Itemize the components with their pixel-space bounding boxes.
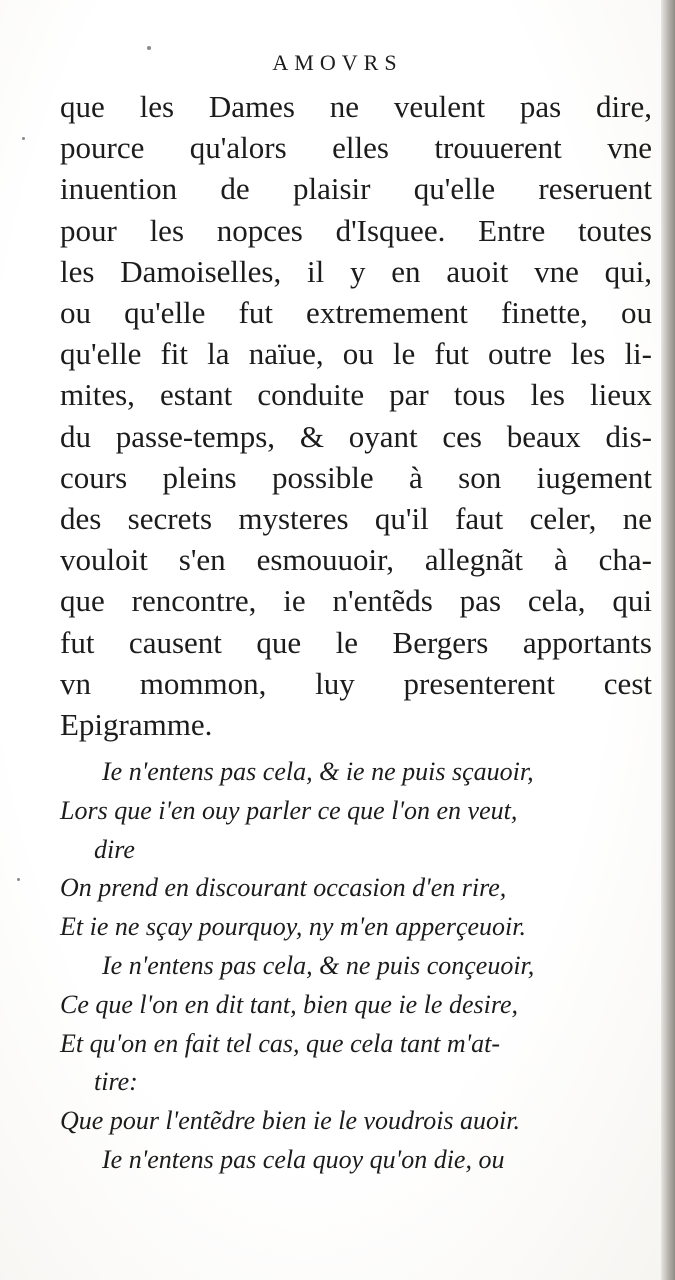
epigram-verse <box>60 753 652 1180</box>
verse-line: Et ie ne sçay pourquoy, ny m'en apperçeuoir. <box>60 912 526 942</box>
running-title: AMOVRS <box>272 50 403 75</box>
prose-line: qu'elle fit la naïue, ou le fut outre les li- <box>60 336 652 372</box>
verse-line: Ie n'entens pas cela, & ne puis conçeuoir, <box>102 950 535 980</box>
prose-line: pource qu'alors elles trouuerent vne <box>60 130 652 166</box>
prose-line: cours pleins possible à son iugement <box>60 459 652 495</box>
prose-line: vn mommon, luy presenterent cest <box>60 665 652 701</box>
verse-line: Ce que l'on en dit tant, bien que ie le desire, <box>60 989 519 1019</box>
prose-line: que rencontre, ie n'entẽds pas cela, qui <box>60 583 652 619</box>
prose-line: Epigramme. <box>60 707 213 743</box>
verse-line: On prend en discourant occasion d'en rire, <box>60 873 507 903</box>
prose-line: des secrets mysteres qu'il faut celer, ne <box>60 501 652 537</box>
prose-line: que les Dames ne veulent pas dire, <box>60 89 652 124</box>
verse-line: Lors que i'en ouy parler ce que l'on en veut, <box>60 795 518 825</box>
prose-line: fut causent que le Bergers apportants <box>60 624 652 660</box>
body-prose <box>60 86 652 745</box>
prose-line: du passe-temps, & oyant ces beaux dis- <box>60 418 652 454</box>
prose-line: inuention de plaisir qu'elle reseruent <box>60 171 652 207</box>
ink-speck <box>17 878 20 881</box>
verse-line: tire: <box>94 1067 138 1097</box>
ink-speck <box>22 137 25 140</box>
verse-line: dire <box>94 834 135 864</box>
prose-line: vouloit s'en esmouuoir, allegnãt à cha- <box>60 542 652 578</box>
page-gutter-shadow <box>661 0 675 1280</box>
prose-line: pour les nopces d'Isquee. Entre toutes <box>60 212 652 248</box>
verse-line: Ie n'entens pas cela, & ie ne puis sçauoir, <box>102 757 534 786</box>
prose-line: ou qu'elle fut extremement finette, ou <box>60 295 652 331</box>
prose-line: mites, estant conduite par tous les lieux <box>60 377 652 413</box>
prose-line: les Damoiselles, il y en auoit vne qui, <box>60 253 652 289</box>
verse-line: Ie n'entens pas cela quoy qu'on die, ou <box>102 1144 505 1174</box>
verse-line: Que pour l'entẽdre bien ie le voudrois auoir. <box>60 1106 521 1136</box>
verse-line: Et qu'on en fait tel cas, que cela tant m'at- <box>60 1028 501 1058</box>
